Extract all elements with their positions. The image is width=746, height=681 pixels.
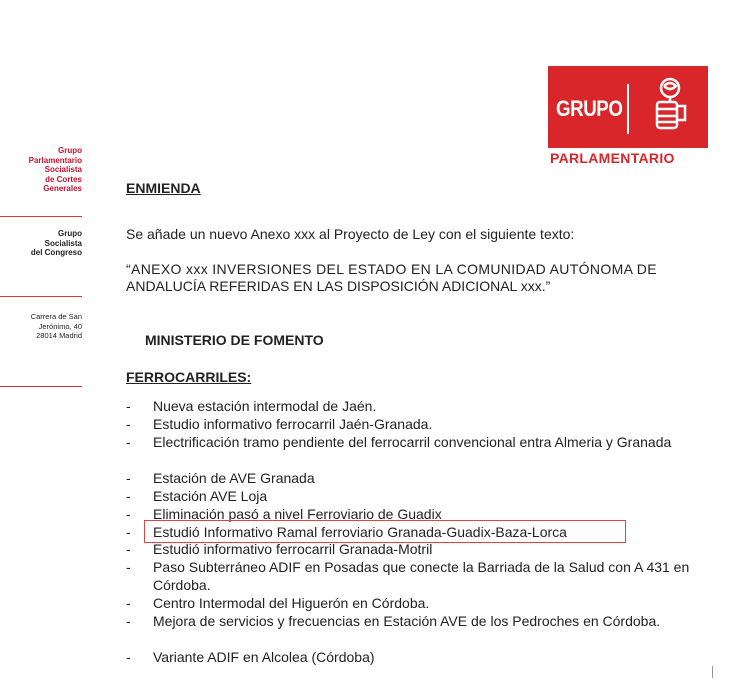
list-item-text: Estudió Informativo Ramal ferroviario Granada-Guadix-Baza-Lorca <box>153 524 567 540</box>
sidebar-address <box>31 312 82 341</box>
list-item-text: Electrificación tramo pendiente del ferrocarril convencional entra Almeria y Granada <box>153 434 672 450</box>
list-item: - Variante ADIF en Alcolea (Córdoba) <box>126 649 706 667</box>
list-item-text: Estación de AVE Granada <box>153 470 315 486</box>
logo-separator <box>627 84 629 134</box>
logo-box <box>548 66 708 148</box>
divider <box>0 296 82 297</box>
highlight-box <box>144 520 626 543</box>
list-item: - Paso Subterráneo ADIF en Posadas que conecte la Barriada de la Salud con A 431 en Córdoba. <box>126 559 706 594</box>
list-item: - Estación AVE Loja <box>126 488 706 506</box>
sidebar-text: Socialista <box>44 165 82 174</box>
sidebar-text: Grupo <box>58 229 82 238</box>
sidebar-text: 28014 Madrid <box>36 331 82 340</box>
list-item-text: Estudió informativo ferrocarril Granada-Motril <box>153 541 433 557</box>
list-item-text: Nueva estación intermodal de Jaén. <box>153 398 377 414</box>
sidebar-group-congreso <box>31 229 82 258</box>
section-title: FERROCARRILES: <box>126 369 252 385</box>
list-item: - Estudió informativo ferrocarril Granada-Motril <box>126 541 706 559</box>
sidebar-text: Jerónimo, 40 <box>38 321 82 331</box>
list-item: - Eliminación pasó a nivel Ferroviario de Guadix <box>126 506 706 524</box>
list-item-highlighted: - Estudió Informativo Ramal ferroviario Granada-Guadix-Baza-Lorca <box>126 524 706 542</box>
list-item-text: Paso Subterráneo ADIF en Posadas que conecte la Barriada de la Salud con A 431 en Córdoba. <box>153 559 690 593</box>
sidebar-text: del Congreso <box>30 248 82 257</box>
list-item-text: Centro Intermodal del Higuerón en Córdoba. <box>153 595 430 611</box>
sidebar-text: Grupo <box>58 146 82 155</box>
ministry-title: MINISTERIO DE FOMENTO <box>145 332 324 348</box>
quote-line-1: “ANEXO xxx INVERSIONES DEL ESTADO EN LA COMUNIDAD AUTÓNOMA DE <box>126 261 657 277</box>
sidebar-text: Generales <box>43 184 82 193</box>
divider <box>0 386 82 387</box>
list-item-text: Mejora de servicios y frecuencias en Estación AVE de los Pedroches en Córdoba. <box>153 613 661 629</box>
list-item: - Estudio informativo ferrocarril Jaén-Granada. <box>126 416 706 434</box>
list-item: - Centro Intermodal del Higuerón en Córdoba. <box>126 595 706 613</box>
logo-subtitle: PARLAMENTARIO <box>550 150 675 166</box>
sidebar-text: Socialista <box>44 238 82 248</box>
list-item: - Mejora de servicios y frecuencias en Estación AVE de los Pedroches en Córdoba. <box>126 613 706 631</box>
intro-text: Se añade un nuevo Anexo xxx al Proyecto de Ley con el siguiente texto: <box>126 226 575 242</box>
sidebar-text: de Cortes <box>45 174 82 184</box>
sidebar-text: Parlamentario <box>28 155 82 165</box>
divider <box>0 216 82 217</box>
logo-word: GRUPO <box>556 96 623 121</box>
page-mark <box>712 666 713 678</box>
quote-line-2: ANDALUCÍA REFERIDAS EN LAS DISPOSICIÓN ADICIONAL xxx.” <box>126 278 551 294</box>
list-item: - Electrificación tramo pendiente del ferrocarril convencional entra Almeria y Granada <box>126 434 706 452</box>
list-item-text: Variante ADIF en Alcolea (Córdoba) <box>153 649 375 665</box>
sidebar-text: Carrera de San <box>30 312 82 321</box>
sidebar-group-cortes <box>29 146 82 194</box>
heading: ENMIENDA <box>126 180 201 196</box>
list-item-text: Estación AVE Loja <box>153 488 268 504</box>
fist-and-rose-icon <box>648 76 692 136</box>
list-item-text: Estudio informativo ferrocarril Jaén-Granada. <box>153 416 433 432</box>
list-item-text: Eliminación pasó a nivel Ferroviario de Guadix <box>153 506 442 522</box>
list-item: - Estación de AVE Granada <box>126 470 706 488</box>
list-item: - Nueva estación intermodal de Jaén. <box>126 398 706 416</box>
